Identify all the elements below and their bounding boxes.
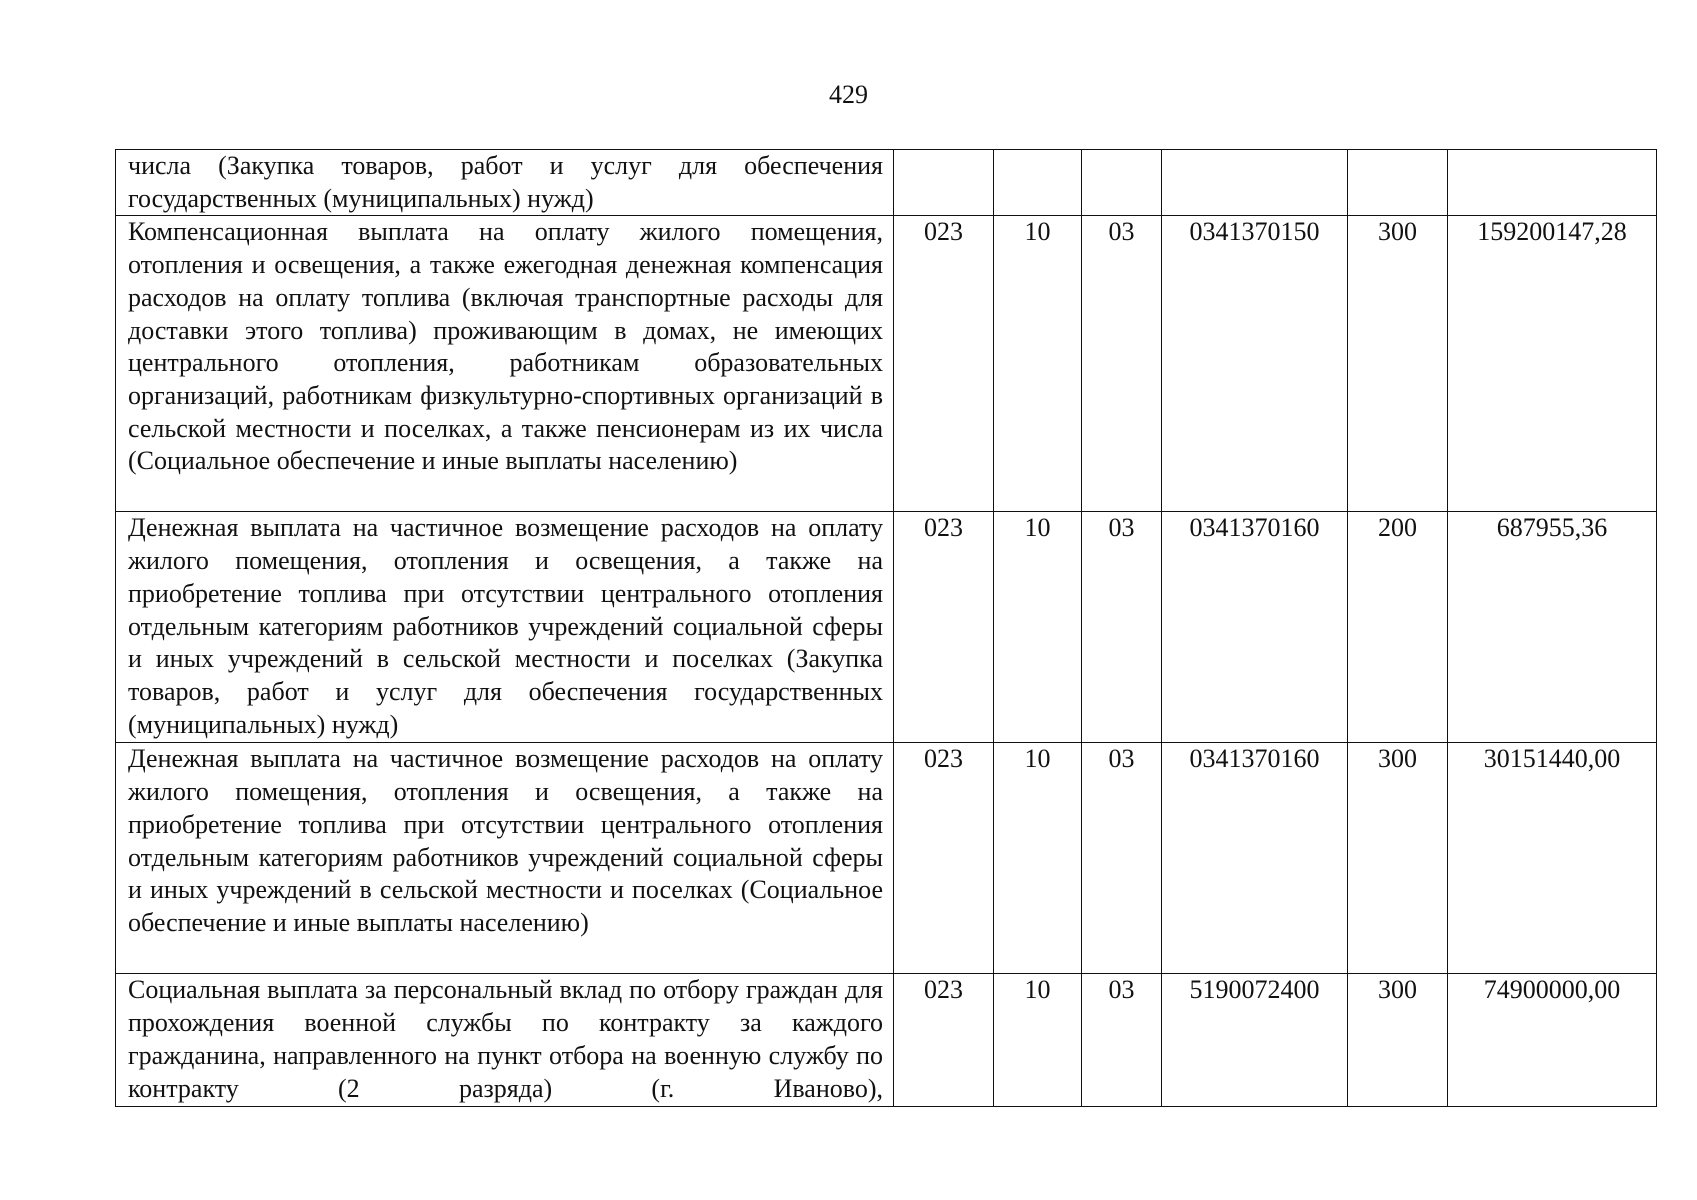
- row-description: Денежная выплата на частичное возмещение расходов на оплату жилого помещения, отопления и освещения, а также на приобретение топлива при отсутствии центрального отопления отдельным категориям работников учреждений социальной сферы и иных учреждений в сельской местности и поселках (Закупка товаров, работ и услуг для обеспечения государственных (муниципальных) нужд): [116, 512, 894, 743]
- subsection-code: 03: [1082, 512, 1162, 743]
- section-code: 10: [994, 974, 1082, 1107]
- target-article-code: 0341370160: [1162, 743, 1348, 974]
- target-article-code: 0341370160: [1162, 512, 1348, 743]
- ministry-code: 023: [894, 216, 994, 512]
- ministry-code: 023: [894, 974, 994, 1107]
- expense-type-code: 300: [1348, 974, 1448, 1107]
- table-row: [116, 216, 1657, 512]
- target-article-code: 0341370150: [1162, 216, 1348, 512]
- table-row: [116, 743, 1657, 974]
- section-code: [994, 150, 1082, 216]
- subsection-code: [1082, 150, 1162, 216]
- row-description: числа (Закупка товаров, работ и услуг для обеспечения государственных (муниципальных) нужд): [116, 150, 894, 216]
- amount: 159200147,28: [1448, 216, 1657, 512]
- ministry-code: 023: [894, 743, 994, 974]
- table-row: [116, 512, 1657, 743]
- row-description: Социальная выплата за персональный вклад по отбору граждан для прохождения военной службы по контракту за каждого гражданина, направленного на пункт отбора на военную службу по контракту (2 разряда) (г. Иваново),: [116, 974, 894, 1107]
- section-code: 10: [994, 512, 1082, 743]
- subsection-code: 03: [1082, 216, 1162, 512]
- row-description: Денежная выплата на частичное возмещение расходов на оплату жилого помещения, отопления и освещения, а также на приобретение топлива при отсутствии центрального отопления отдельным категориям работников учреждений социальной сферы и иных учреждений в сельской местности и поселках (Социальное обеспечение и иные выплаты населению): [116, 743, 894, 974]
- target-article-code: [1162, 150, 1348, 216]
- section-code: 10: [994, 743, 1082, 974]
- target-article-code: 5190072400: [1162, 974, 1348, 1107]
- expense-type-code: 300: [1348, 743, 1448, 974]
- subsection-code: 03: [1082, 974, 1162, 1107]
- ministry-code: 023: [894, 512, 994, 743]
- amount: 74900000,00: [1448, 974, 1657, 1107]
- expense-type-code: [1348, 150, 1448, 216]
- table-row: [116, 974, 1657, 1107]
- amount: [1448, 150, 1657, 216]
- budget-table: [115, 149, 1657, 1107]
- page-number: 429: [829, 80, 868, 109]
- section-code: 10: [994, 216, 1082, 512]
- amount: 30151440,00: [1448, 743, 1657, 974]
- expense-type-code: 200: [1348, 512, 1448, 743]
- amount: 687955,36: [1448, 512, 1657, 743]
- expense-type-code: 300: [1348, 216, 1448, 512]
- table-row: [116, 150, 1657, 216]
- ministry-code: [894, 150, 994, 216]
- row-description: Компенсационная выплата на оплату жилого помещения, отопления и освещения, а также ежегодная денежная компенсация расходов на оплату топлива (включая транспортные расходы для доставки этого топлива) проживающим в домах, не имеющих центрального отопления, работникам образовательных организаций, работникам физкультурно-спортивных организаций в сельской местности и поселках, а также пенсионерам из их числа (Социальное обеспечение и иные выплаты населению): [116, 216, 894, 512]
- subsection-code: 03: [1082, 743, 1162, 974]
